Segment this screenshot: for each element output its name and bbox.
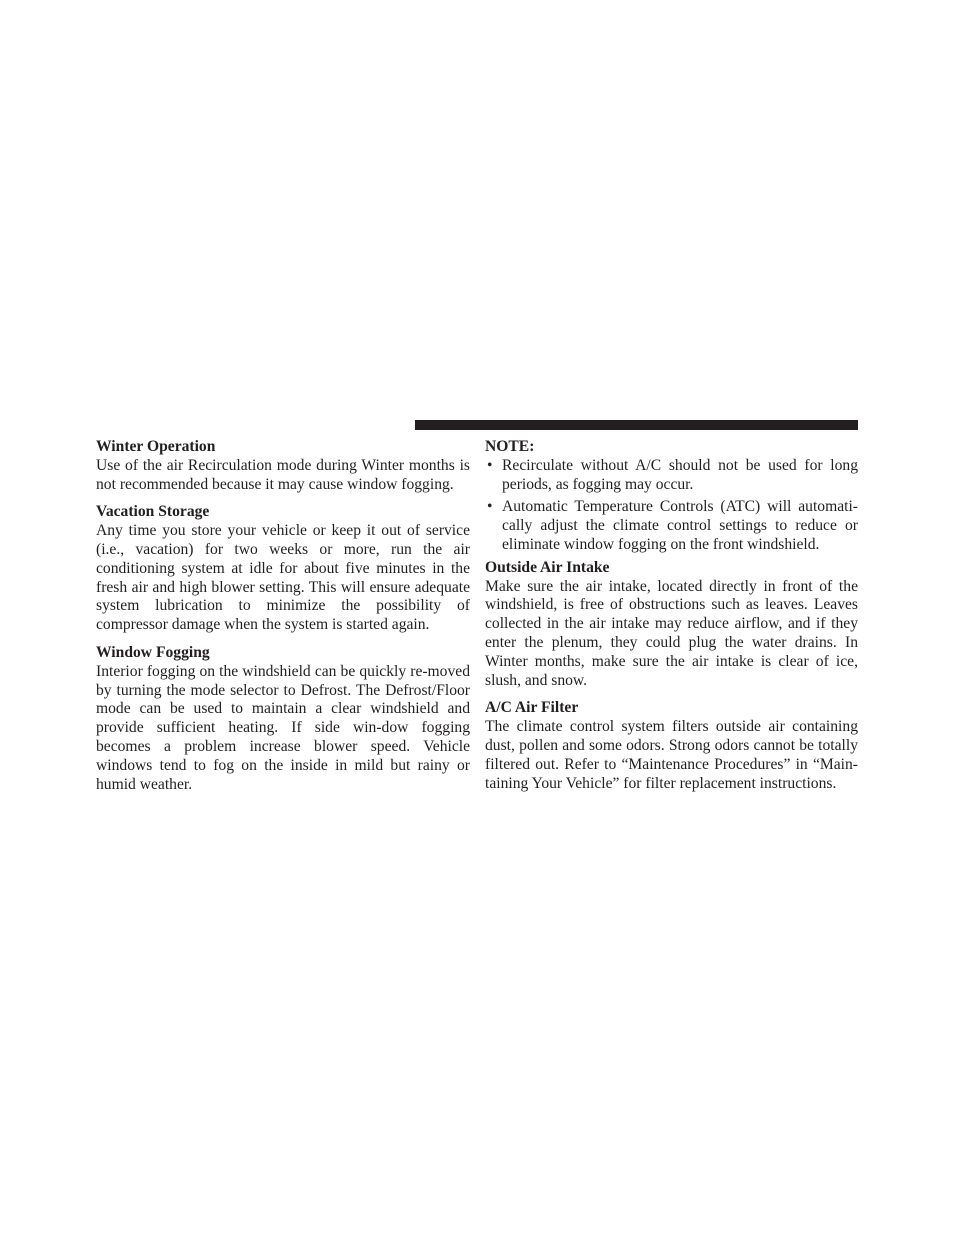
winter-operation-text: Use of the air Recirculation mode during Winter months is not recommended because it may cause window fogging. (96, 456, 470, 493)
outside-air-intake-section (485, 559, 858, 691)
note-item (485, 457, 858, 495)
window-fogging-section (96, 644, 470, 794)
ac-air-filter-section (485, 699, 858, 793)
bullet-icon: • (487, 498, 493, 516)
right-column (485, 438, 858, 802)
winter-operation-section (96, 438, 470, 494)
left-column (96, 438, 470, 803)
winter-operation-heading: Winter Operation (96, 438, 216, 455)
outside-air-intake-heading: Outside Air Intake (485, 558, 610, 576)
vacation-storage-section (96, 503, 470, 635)
note-label: NOTE: (485, 438, 535, 455)
note-item (485, 498, 858, 554)
note-item-text: Automatic Temperature Controls (ATC) will automati-cally adjust the climate control settings to reduce or eliminate window fogging on the front windshield. (502, 498, 858, 553)
vacation-storage-text: Any time you store your vehicle or keep it out of service (i.e., vacation) for two weeks or more, run the air conditioning system at idle for about five minutes in the fresh air and high blower setting. This will ensure adequate system lubrication to minimize the possibility of compressor damage when the system is started again. (96, 522, 470, 634)
ac-air-filter-text: The climate control system filters outside air containing dust, pollen and some odors. Strong odors cannot be totally filtered out. Refer to “Maintenance Procedures” in “Main-taining Your Vehicle” for filter replacement instructions. (485, 718, 858, 792)
outside-air-intake-text: Make sure the air intake, located directly in front of the windshield, is free of obstructions such as leaves. Leaves collected in the air intake may reduce airflow, and if they enter the plenum, they could plug the water drains. In Winter months, make sure the air intake is clear of ice, slush, and snow. (485, 577, 858, 689)
bullet-icon: • (487, 456, 493, 474)
ac-air-filter-heading: A/C Air Filter (485, 699, 579, 717)
note-section (485, 438, 858, 555)
section-header-bar (415, 420, 858, 430)
vacation-storage-heading: Vacation Storage (96, 503, 210, 521)
window-fogging-heading: Window Fogging (96, 643, 210, 661)
note-list (485, 457, 858, 555)
window-fogging-text: Interior fogging on the windshield can be quickly re-moved by turning the mode selector to Defrost. The Defrost/Floor mode can be used to maintain a clear windshield and provide sufficient heating. If side win-dow fogging becomes a problem increase blower speed. Vehicle windows tend to fog on the inside in mild but rainy or humid weather. (96, 662, 470, 793)
note-item-text: Recirculate without A/C should not be used for long periods, as fogging may occur. (502, 456, 858, 493)
